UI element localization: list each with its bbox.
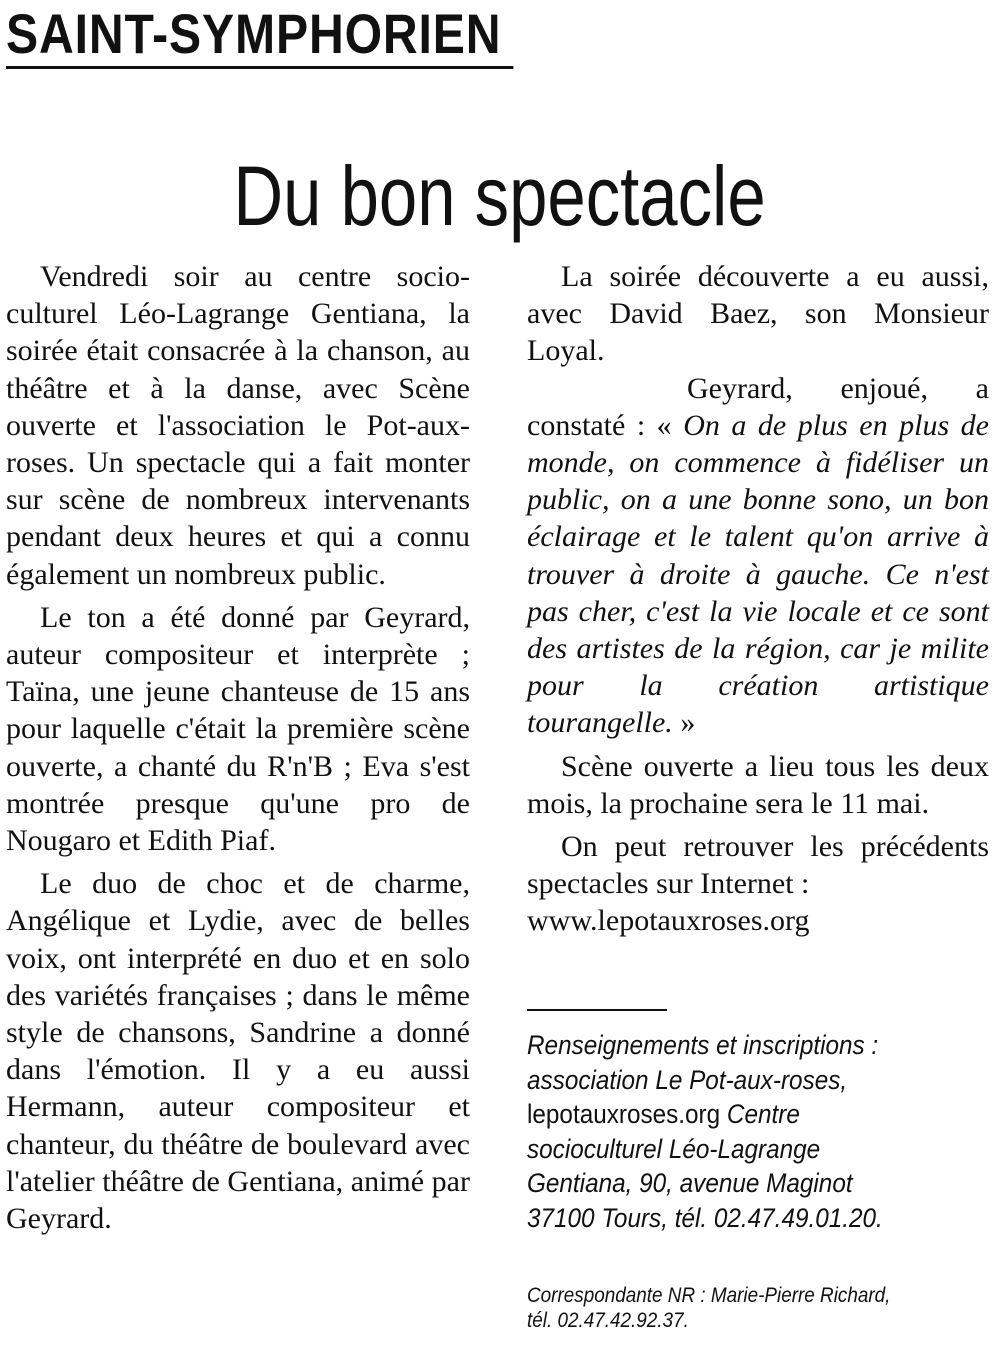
paragraph-internet: On peut retrouver les précédents spectacles sur Internet : — [527, 830, 989, 901]
info-website[interactable]: lepotauxroses.org — [527, 1099, 721, 1130]
article-column-right — [527, 258, 989, 940]
article-column-left — [6, 258, 470, 1237]
info-line-phone: 37100 Tours, tél. 02.47.49.01.20. — [527, 1202, 883, 1233]
section-heading: SAINT-SYMPHORIEN — [6, 2, 513, 69]
info-line: Renseignements et inscriptions : — [527, 1030, 879, 1060]
credit-phone: tél. 02.47.42.92.37. — [527, 1309, 689, 1332]
quote-close: » — [672, 706, 696, 740]
correspondent-credit — [527, 1283, 997, 1333]
paragraph-performers: Le ton a été donné par Geyrard, auteur compositeur et interprète ; Taïna, une jeune chanteuse de 15 ans pour laquelle c'était la première scène ouverte, a chanté du R'n'B ; Eva s'est montrée presque qu'une pro de Nougaro et Edith Piaf. — [6, 600, 470, 858]
headline-text: Du bon spectacle — [233, 149, 767, 243]
paragraph-quote — [527, 370, 989, 742]
article-headline — [0, 148, 1000, 244]
info-box — [527, 1028, 997, 1236]
website-link[interactable]: www.lepotauxroses.org — [527, 904, 810, 938]
credit-name: Correspondante NR : Marie-Pierre Richard, — [527, 1284, 891, 1307]
info-line: socioculturel Léo-Lagrange — [527, 1133, 821, 1164]
info-divider — [527, 1009, 667, 1011]
paragraph-next-date: Scène ouverte a lieu tous les deux mois, la prochaine sera le 11 mai. — [527, 749, 989, 820]
quote-text: On a de plus en plus de monde, on commence à fidéliser un public, on a une bonne sono, un bon éclairage et le talent qu'on arrive à trouver à droite à gauche. Ce n'est pas cher, c'est la vie locale et ce sont des artistes de la région, car je milite pour la création artistique tourangelle. — [527, 408, 989, 740]
info-line: Gentiana, 90, avenue Maginot — [527, 1168, 853, 1199]
info-line-site — [527, 1097, 950, 1132]
paragraph-opening: Vendredi soir au centre socio-culturel Léo-Lagrange Gentiana, la soirée était consacrée à la chanson, au théâtre et à la danse, avec Scène ouverte et l'association le Pot-aux-roses. Un spectacle qui a fait monter sur scène de nombreux intervenants pendant deux heures et qui a connu également un nombreux public. — [6, 260, 470, 591]
paragraph-duo: Le duo de choc et de charme, Angélique et Lydie, avec de belles voix, ont interprété en duo et en solo des variétés françaises ; dans le même style de chansons, Sandrine a donné dans l'émotion. Il y a eu aussi Hermann, auteur compositeur et chanteur, du théâtre de boulevard avec l'atelier théâtre de Gentiana, animé par Geyrard. — [6, 867, 470, 1236]
quote-lead-text: Geyrard, enjoué, a constaté : « — [527, 371, 989, 442]
info-centre: Centre — [720, 1099, 800, 1130]
paragraph-discovery: La soirée découverte a eu aussi, avec David Baez, son Monsieur Loyal. — [527, 260, 989, 368]
info-line: association Le Pot-aux-roses, — [527, 1064, 848, 1095]
